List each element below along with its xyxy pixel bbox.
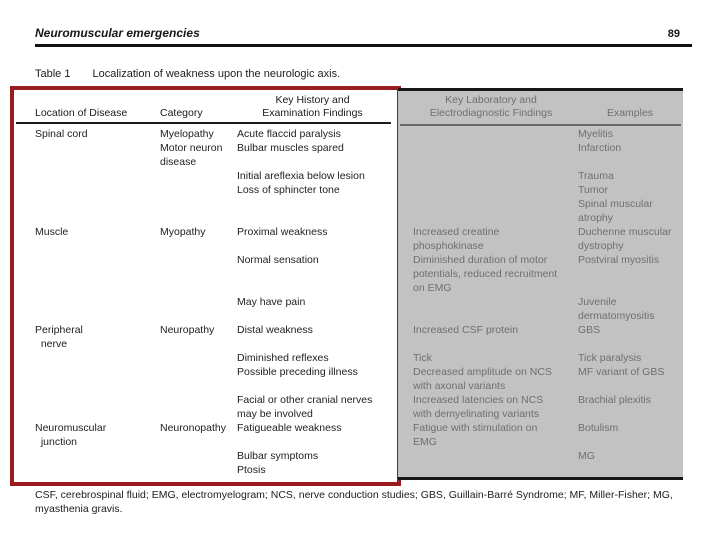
table-cell: nerve (35, 338, 68, 350)
table-cell: Muscle (35, 226, 69, 238)
running-header (35, 24, 692, 47)
table-cell: Facial or other cranial nerves (237, 394, 373, 406)
table-cell: Ptosis (237, 464, 266, 476)
table-cell: Loss of sphincter tone (237, 184, 340, 196)
table-cell: with demyelinating variants (413, 408, 540, 420)
table-cell: disease (160, 156, 197, 168)
table-cell: phosphokinase (413, 240, 484, 252)
table-row (0, 267, 720, 281)
table-cell: dystrophy (578, 240, 624, 252)
table-row (0, 309, 720, 323)
table-row (0, 169, 720, 183)
table-cell: Fatigueable weakness (237, 422, 342, 434)
table-cell: Increased creatine (413, 226, 500, 238)
table-cell: Trauma (578, 170, 614, 182)
table-cell: Myelitis (578, 128, 614, 140)
table-row (0, 225, 720, 239)
table-row (0, 141, 720, 155)
table-cell: dermatomyositis (578, 310, 655, 322)
table-cell: Normal sensation (237, 254, 319, 266)
table-cell: Myelopathy (160, 128, 214, 140)
table-cell: Neuromuscular (35, 422, 107, 434)
table-row (0, 211, 720, 225)
table-cell: Juvenile (578, 296, 617, 308)
table-row (0, 351, 720, 365)
table-footnote: CSF, cerebrospinal fluid; EMG, electromyelogram; NCS, nerve conduction studies; GBS, Guillain-Barré Syndrome; MF, Miller-Fisher; MG, myasthenia gravis. (35, 489, 673, 515)
table-row (0, 239, 720, 253)
table-row (0, 393, 720, 407)
table-row (0, 197, 720, 211)
column-header-1: Location of Disease (35, 107, 128, 119)
table-label: Table 1 (35, 68, 71, 80)
table-cell: potentials, reduced recruitment (413, 268, 558, 280)
table-cell: Increased CSF protein (413, 324, 519, 336)
table-cell: Fatigue with stimulation on (413, 422, 538, 434)
table-cell: Brachial plexitis (578, 394, 651, 406)
table-cell: Initial areflexia below lesion (237, 170, 365, 182)
table-cell: EMG (413, 436, 437, 448)
table-row (0, 337, 720, 351)
table-row (0, 183, 720, 197)
table-header-row (0, 90, 720, 122)
table-cell: may be involved (237, 408, 313, 420)
table-cell: Myopathy (160, 226, 206, 238)
table-cell: Neuronopathy (160, 422, 226, 434)
column-header-5: Examples (606, 107, 654, 119)
column-header-2: Category (160, 107, 203, 119)
table-cell: Postviral myositis (578, 254, 660, 266)
table-row (0, 407, 720, 421)
table-cell: Possible preceding illness (237, 366, 358, 378)
table-row (0, 295, 720, 309)
column-header-3: Key History and Examination Findings (262, 94, 363, 119)
table-row (0, 253, 720, 267)
header-rule-right (400, 124, 681, 126)
table-cell: Increased latencies on NCS (413, 394, 544, 406)
table-cell: Diminished duration of motor (413, 254, 548, 266)
table-cell: with axonal variants (413, 380, 506, 392)
table-cell: May have pain (237, 296, 306, 308)
table-row (0, 463, 720, 477)
page-number: 89 (667, 28, 680, 40)
table-cell: Tumor (578, 184, 608, 196)
table-row (0, 323, 720, 337)
table-cell: Proximal weakness (237, 226, 328, 238)
header-rule-left (16, 122, 391, 124)
table-cell: Acute flaccid paralysis (237, 128, 341, 140)
table-body (0, 127, 720, 477)
table-cell: Bulbar muscles spared (237, 142, 344, 154)
table-cell: Duchenne muscular (578, 226, 672, 238)
table-row (0, 379, 720, 393)
table-cell: on EMG (413, 282, 452, 294)
table-row (0, 155, 720, 169)
table-cell: Peripheral (35, 324, 83, 336)
table-cell: MF variant of GBS (578, 366, 665, 378)
table-cell: junction (35, 436, 78, 448)
running-header-title: Neuromuscular emergencies (35, 26, 200, 40)
table-cell: Tick paralysis (578, 352, 642, 364)
table-cell: Motor neuron (160, 142, 223, 154)
table-cell: MG (578, 450, 595, 462)
table-row (0, 449, 720, 463)
column-header-4: Key Laboratory and Electrodiagnostic Findings (429, 94, 553, 119)
table-cell: Spinal cord (35, 128, 88, 140)
table-row (0, 127, 720, 141)
table-cell: Diminished reflexes (237, 352, 329, 364)
table-cell: Neuropathy (160, 324, 215, 336)
table-cell: Spinal muscular (578, 198, 653, 210)
table-row (0, 281, 720, 295)
table-cell: GBS (578, 324, 601, 336)
table-cell: Infarction (578, 142, 622, 154)
table-cell: Botulism (578, 422, 619, 434)
table-caption-row (35, 68, 340, 80)
table-cell: Bulbar symptoms (237, 450, 319, 462)
table-cell: Distal weakness (237, 324, 313, 336)
table-cell: Tick (413, 352, 432, 364)
table-row (0, 421, 720, 435)
table-cell: Decreased amplitude on NCS (413, 366, 552, 378)
table-row (0, 435, 720, 449)
table-caption: Localization of weakness upon the neurologic axis. (92, 68, 341, 80)
table-row (0, 365, 720, 379)
table-cell: atrophy (578, 212, 614, 224)
